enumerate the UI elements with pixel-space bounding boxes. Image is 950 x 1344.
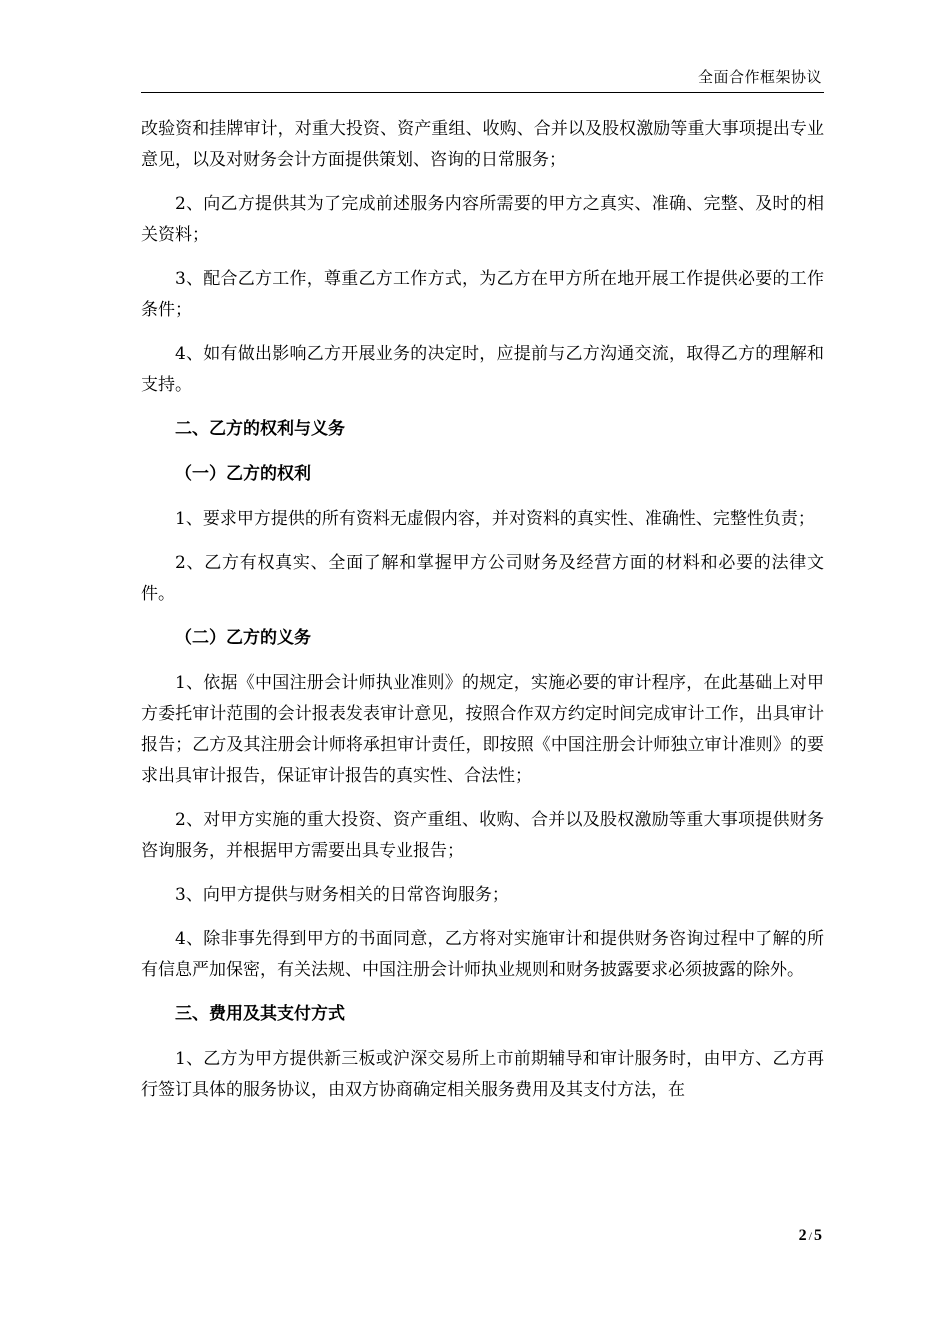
paragraph-fees-1: 1、乙方为甲方提供新三板或沪深交易所上市前期辅导和审计服务时，由甲方、乙方再行签订具体的服务协议，由双方协商确定相关服务费用及其支付方法，在 <box>141 1049 824 1100</box>
header-divider <box>141 92 824 93</box>
paragraph-party-a-duty-4: 4、如有做出影响乙方开展业务的决定时，应提前与乙方沟通交流，取得乙方的理解和支持。 <box>141 344 824 395</box>
paragraph-party-a-duty-3: 3、配合乙方工作，尊重乙方工作方式，为乙方在甲方所在地开展工作提供必要的工作条件； <box>141 269 824 320</box>
subsection-heading-party-b-rights: （一）乙方的权利 <box>175 464 311 484</box>
paragraph-party-b-right-2: 2、乙方有权真实、全面了解和掌握甲方公司财务及经营方面的材料和必要的法律文件。 <box>141 553 824 604</box>
paragraph-party-b-duty-2: 2、对甲方实施的重大投资、资产重组、收购、合并以及股权激励等重大事项提供财务咨询服务，并根据甲方需要出具专业报告； <box>141 810 824 861</box>
page-number <box>799 1227 822 1245</box>
document-body <box>141 114 824 1119</box>
page-number-separator: / <box>808 1229 812 1243</box>
paragraph-party-a-duty-2: 2、向乙方提供其为了完成前述服务内容所需要的甲方之真实、准确、完整、及时的相关资料； <box>141 194 824 245</box>
section-heading-fees: 三、费用及其支付方式 <box>175 1004 345 1024</box>
paragraph-party-b-duty-3: 3、向甲方提供与财务相关的日常咨询服务； <box>175 885 509 905</box>
subsection-heading-party-b-duties: （二）乙方的义务 <box>175 628 311 648</box>
paragraph-continuation: 改验资和挂牌审计，对重大投资、资产重组、收购、合并以及股权激励等重大事项提出专业意见，以及对财务会计方面提供策划、咨询的日常服务； <box>141 119 824 170</box>
paragraph-party-b-right-1: 1、要求甲方提供的所有资料无虚假内容，并对资料的真实性、准确性、完整性负责； <box>175 509 815 529</box>
section-heading-party-b: 二、乙方的权利与义务 <box>175 419 345 439</box>
document-header-title: 全面合作框架协议 <box>697 68 822 86</box>
paragraph-party-b-duty-1: 1、依据《中国注册会计师执业准则》的规定，实施必要的审计程序，在此基础上对甲方委托审计范围的会计报表发表审计意见，按照合作双方约定时间完成审计工作，出具审计报告；乙方及其注册会计师将承担审计责任，即按照《中国注册会计师独立审计准则》的要求出具审计报告，保证审计报告的真实性、合法性； <box>141 673 824 786</box>
paragraph-party-b-duty-4: 4、除非事先得到甲方的书面同意，乙方将对实施审计和提供财务咨询过程中了解的所有信息严加保密，有关法规、中国注册会计师执业规则和财务披露要求必须披露的除外。 <box>141 929 824 980</box>
page-number-total: 5 <box>814 1227 822 1244</box>
page-number-current: 2 <box>798 1227 807 1244</box>
